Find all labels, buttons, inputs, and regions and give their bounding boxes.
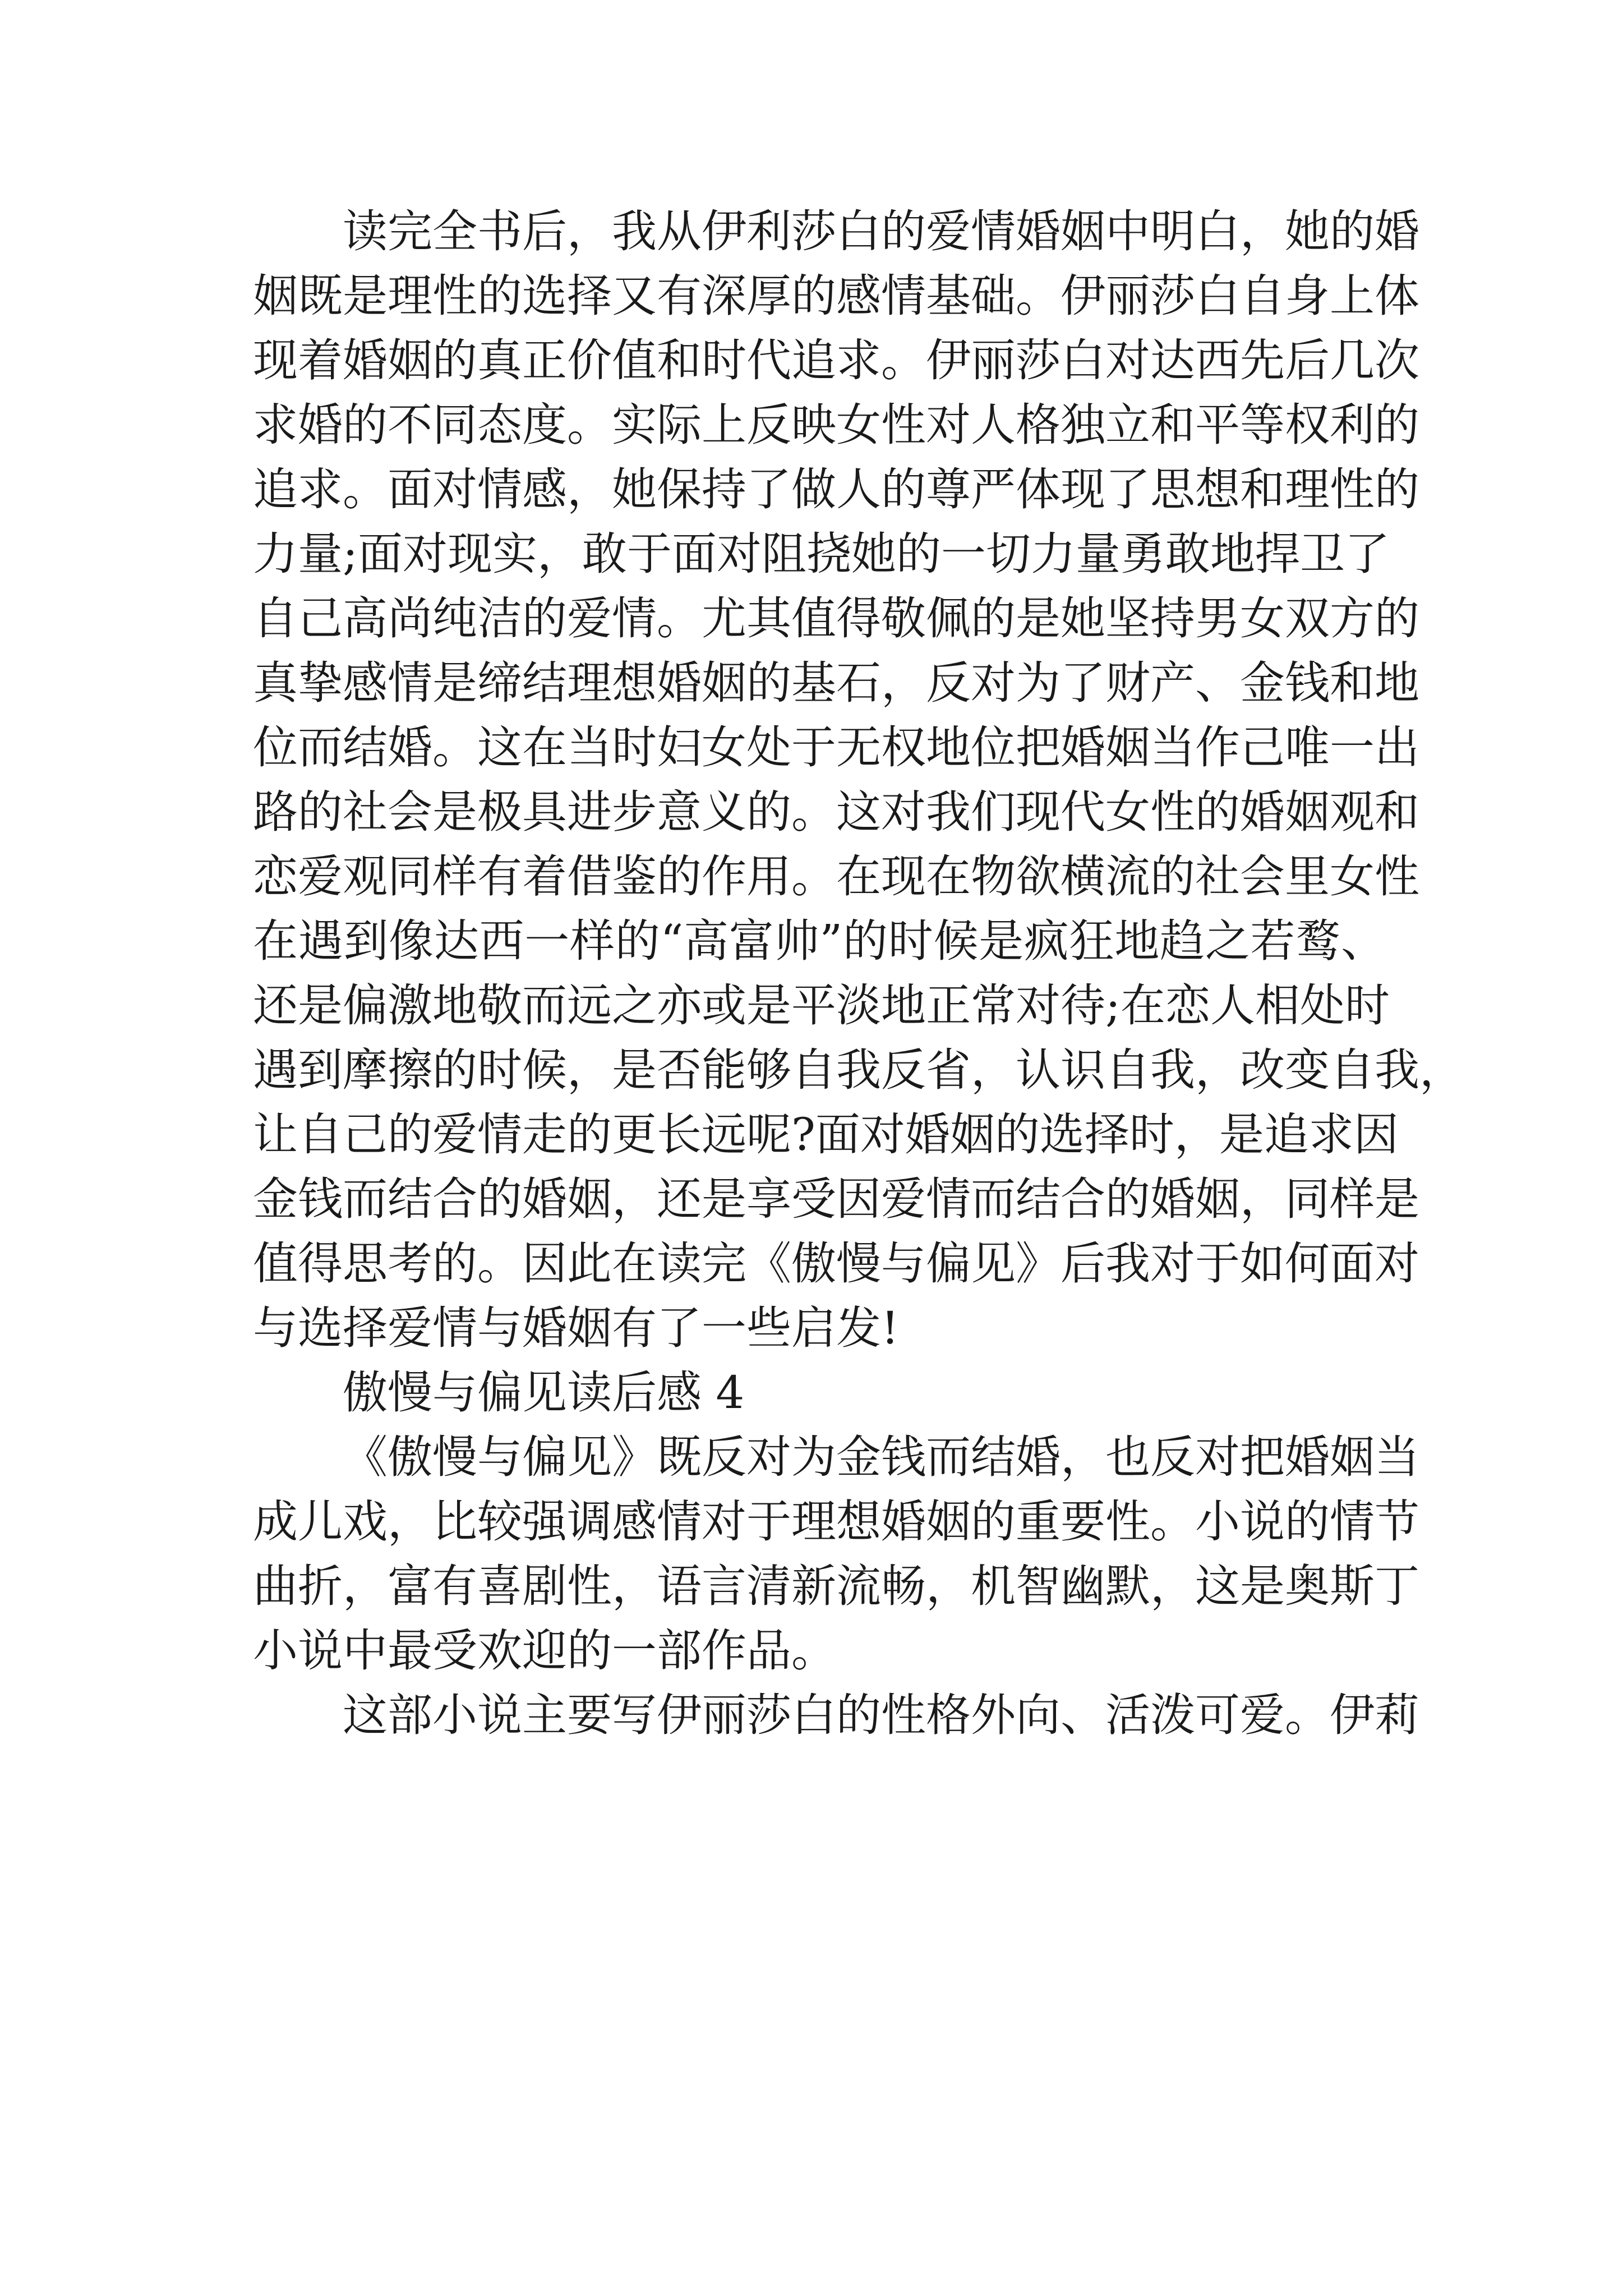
paragraph-line: 读完全书后，我从伊利莎白的爱情婚姻中明白，她的婚 — [343, 205, 1419, 257]
section-heading: 傲慢与偏见读后感 4 — [343, 1366, 745, 1419]
paragraph-line: 力量;面对现实，敢于面对阻挠她的一切力量勇敢地捍卫了 — [253, 528, 1390, 580]
paragraph-line: 现着婚姻的真正价值和时代追求。伊丽莎白对达西先后几次 — [253, 334, 1419, 386]
paragraph-line: 成儿戏，比较强调感情对于理想婚姻的重要性。小说的情节 — [253, 1496, 1419, 1548]
paragraph-line: 这部小说主要写伊丽莎白的性格外向、活泼可爱。伊莉 — [343, 1689, 1419, 1741]
paragraph-line: 求婚的不同态度。实际上反映女性对人格独立和平等权利的 — [253, 399, 1419, 451]
paragraph-line: 恋爱观同样有着借鉴的作用。在现在物欲横流的社会里女性 — [253, 850, 1419, 903]
paragraph-line: 在遇到像达西一样的“高富帅”的时候是疯狂地趋之若鹜、 — [253, 915, 1386, 967]
document-body — [253, 199, 1464, 1747]
paragraph-line: 曲折，富有喜剧性，语言清新流畅，机智幽默，这是奥斯丁 — [253, 1560, 1419, 1612]
paragraph-line: 遇到摩擦的时候，是否能够自我反省，认识自我，改变自我， — [253, 1044, 1464, 1096]
paragraph-line: 《傲慢与偏见》既反对为金钱而结婚，也反对把婚姻当 — [343, 1431, 1419, 1483]
paragraph-line: 与选择爱情与婚姻有了一些启发! — [253, 1302, 900, 1354]
paragraph-line: 姻既是理性的选择又有深厚的感情基础。伊丽莎白自身上体 — [253, 270, 1419, 322]
paragraph-line: 值得思考的。因此在读完《傲慢与偏见》后我对于如何面对 — [253, 1237, 1419, 1290]
paragraph-line: 路的社会是极具进步意义的。这对我们现代女性的婚姻观和 — [253, 786, 1419, 838]
paragraph-line: 自己高尚纯洁的爱情。尤其值得敬佩的是她坚持男女双方的 — [253, 592, 1419, 645]
paragraph-line: 让自己的爱情走的更长远呢?面对婚姻的选择时，是追求因 — [253, 1108, 1399, 1161]
paragraph-line: 真挚感情是缔结理想婚姻的基石，反对为了财产、金钱和地 — [253, 657, 1419, 709]
paragraph-line: 金钱而结合的婚姻，还是享受因爱情而结合的婚姻，同样是 — [253, 1173, 1419, 1225]
paragraph-line: 追求。面对情感，她保持了做人的尊严体现了思想和理性的 — [253, 463, 1419, 516]
paragraph-line: 位而结婚。这在当时妇女处于无权地位把婚姻当作己唯一出 — [253, 721, 1419, 774]
paragraph-line: 还是偏激地敬而远之亦或是平淡地正常对待;在恋人相处时 — [253, 979, 1390, 1032]
paragraph-line: 小说中最受欢迎的一部作品。 — [253, 1625, 836, 1677]
